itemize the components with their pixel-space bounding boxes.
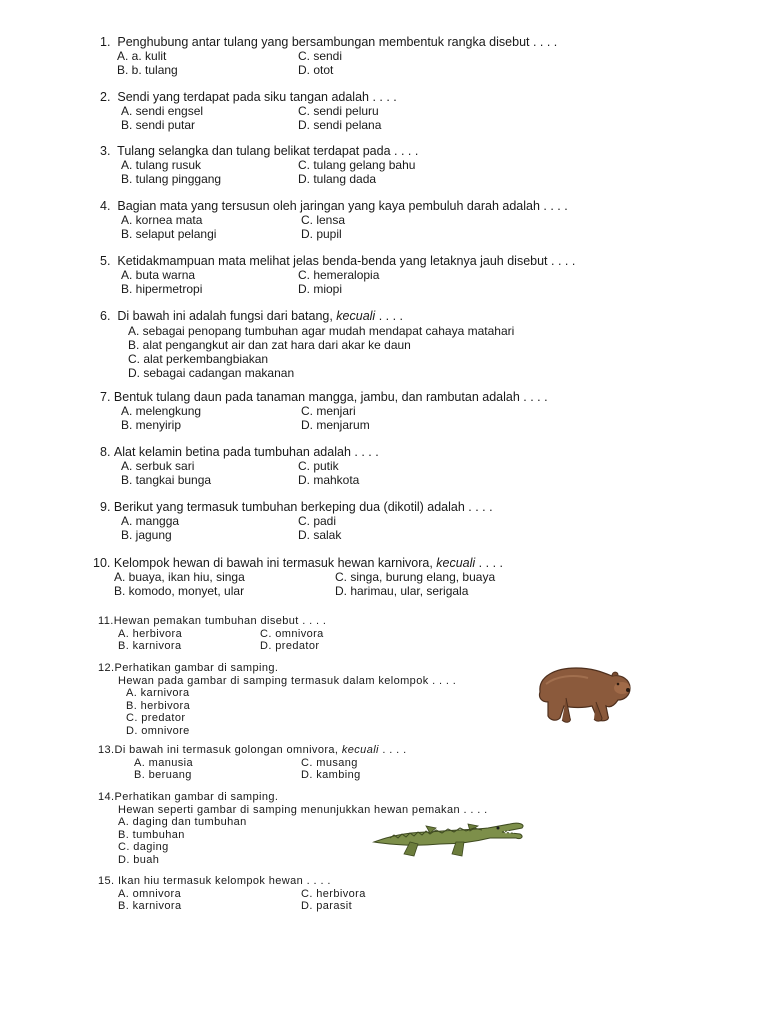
bear-picture [526,662,634,724]
option-c: C. daging [118,841,169,853]
question-stem: 3. Tulang selangka dan tulang belikat terdapat pada . . . . [100,144,419,158]
option-b: B. jagung [121,528,172,542]
options [118,628,420,653]
options [121,404,548,432]
question-5 [100,254,575,296]
option-c: C. omnivora [260,627,324,640]
option-b: B. tangkai bunga [121,473,212,487]
question-stem: 14.Perhatikan gambar di samping. [98,791,279,803]
option-d: D. parasit [301,900,353,912]
option-a: A. omnivora [118,887,182,900]
option-c: C. sendi [298,49,343,63]
question-stem: 6. Di bawah ini adalah fungsi dari batang, kecuali . . . . [100,309,404,323]
option-b: B. selaput pelangi [121,227,217,241]
question-stem: 4. Bagian mata yang tersusun oleh jaringan yang kaya pembuluh darah adalah . . . . [100,199,568,213]
option-a: A. a. kulit [117,49,167,63]
question-2 [100,90,498,132]
option-a: A. buaya, ikan hiu, singa [114,570,245,584]
option-d: D. miopi [298,282,343,296]
option-a: A. buta warna [121,268,196,282]
option-a: A. manusia [134,756,194,769]
option-c: C. padi [298,514,337,528]
question-stem: 9. Berikut yang termasuk tumbuhan berkeping dua (dikotil) adalah . . . . [100,500,493,514]
option-d: D. harimau, ular, serigala [335,584,469,598]
option-c: C. musang [301,756,358,769]
question-4 [100,199,568,241]
option-d: D. menjarum [301,418,370,432]
option-c: C. herbivora [301,887,366,900]
option-b: B. karnivora [118,900,182,912]
question-stem-line-2: Hewan seperti gambar di samping menunjukkan hewan pemakan . . . . [118,803,488,816]
option-c: C. sendi peluru [298,104,379,118]
options [126,687,456,737]
option-c: C. menjari [301,404,356,418]
options [117,49,557,77]
option-a: A. herbivora [118,627,183,640]
option-d: D. predator [260,640,320,652]
question-10 [93,556,535,598]
option-b: B. komodo, monyet, ular [114,584,245,598]
option-a: A. serbuk sari [121,459,195,473]
question-3 [100,144,498,186]
option-d: D. kambing [301,769,361,781]
option-d: D. pupil [301,227,342,241]
option-c: C. alat perkembangbiakan [128,352,269,366]
options [121,104,498,132]
options [118,888,461,913]
option-a: A. daging dan tumbuhan [118,816,247,828]
option-a: A. mangga [121,514,180,528]
option-d: D. salak [298,528,342,542]
question-11 [98,615,420,653]
option-b: B. alat pengangkut air dan zat hara dari akar ke daun [128,338,411,352]
options [134,757,461,782]
question-6 [100,309,514,380]
question-stem: 2. Sendi yang terdapat pada siku tangan adalah . . . . [100,90,397,104]
option-d: D. buah [118,853,160,866]
question-stem: 11.Hewan pemakan tumbuhan disebut . . . . [98,615,327,627]
crocodile-picture [370,816,528,862]
options [121,459,498,487]
option-b: B. hipermetropi [121,282,203,296]
question-12 [98,662,456,737]
question-stem: 1. Penghubung antar tulang yang bersambungan membentuk rangka disebut . . . . [100,35,558,49]
option-c: C. tulang gelang bahu [298,158,416,172]
option-d: D. otot [298,63,334,77]
option-c: C. putik [298,459,339,473]
option-c: C. lensa [301,213,346,227]
option-b: B. b. tulang [117,63,178,77]
options [121,514,498,542]
option-d: D. tulang dada [298,172,377,186]
question-stem: 12.Perhatikan gambar di samping. [98,662,279,674]
options [121,158,498,186]
option-b: B. karnivora [118,640,182,652]
option-b: B. sendi putar [121,118,196,132]
option-d: D. sendi pelana [298,118,382,132]
option-b: B. beruang [134,769,192,781]
option-a: A. karnivora [126,687,190,699]
option-b: B. menyirip [121,418,182,432]
option-a: A. kornea mata [121,213,203,227]
option-a: A. sendi engsel [121,104,204,118]
question-1 [100,35,557,77]
options [121,268,575,296]
question-stem: 13.Di bawah ini termasuk golongan omnivora, kecuali . . . . [98,744,407,756]
question-stem: 7. Bentuk tulang daun pada tanaman mangga, jambu, dan rambutan adalah . . . . [100,390,548,404]
option-b: B. tulang pinggang [121,172,222,186]
option-d: D. mahkota [298,473,360,487]
options [114,570,535,598]
option-c: C. predator [126,712,186,724]
question-9 [100,500,498,542]
option-d: D. sebagai cadangan makanan [128,366,295,380]
question-stem-line-2: Hewan pada gambar di samping termasuk dalam kelompok . . . . [118,674,457,687]
option-a: A. tulang rusuk [121,158,202,172]
option-c: C. singa, burung elang, buaya [335,570,496,584]
question-stem: 8. Alat kelamin betina pada tumbuhan adalah . . . . [100,445,379,459]
options [128,324,514,380]
option-a: A. sebagai penopang tumbuhan agar mudah mendapat cahaya matahari [128,324,515,338]
option-d: D. omnivore [126,724,190,737]
option-b: B. tumbuhan [118,828,185,841]
question-stem: 10. Kelompok hewan di bawah ini termasuk hewan karnivora, kecuali . . . . [93,556,503,570]
question-15 [98,875,461,913]
question-stem: 15. Ikan hiu termasuk kelompok hewan . . . . [98,875,331,887]
question-stem: 5. Ketidakmampuan mata melihat jelas benda-benda yang letaknya jauh disebut . . . . [100,254,576,268]
options [121,213,568,241]
question-8 [100,445,498,487]
question-13 [98,744,461,782]
option-c: C. hemeralopia [298,268,380,282]
option-b: B. herbivora [126,699,191,712]
option-a: A. melengkung [121,404,202,418]
question-7 [100,390,548,432]
